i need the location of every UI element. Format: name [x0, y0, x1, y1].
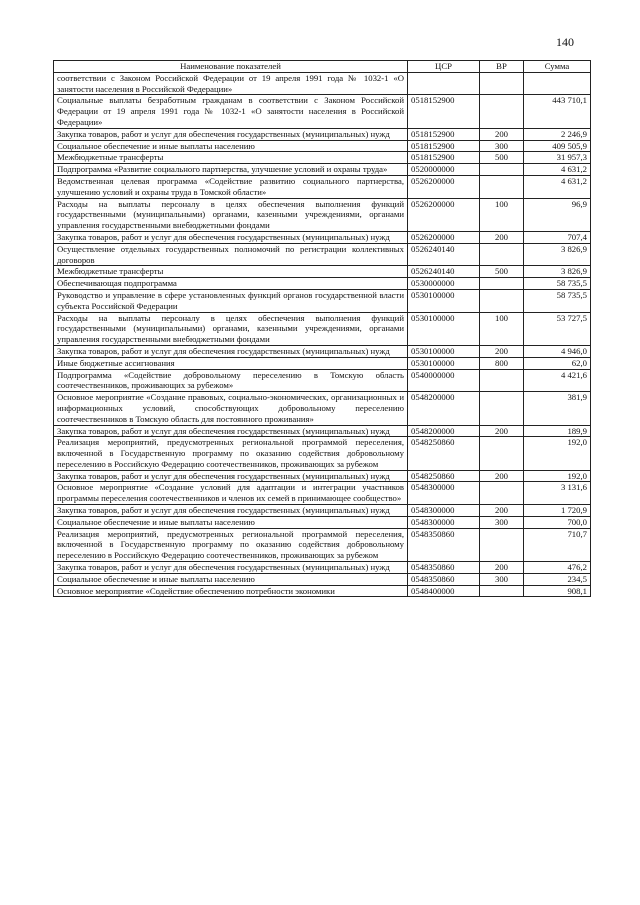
table-row: [54, 266, 591, 278]
cell-vr: 200: [480, 345, 524, 357]
cell-sum: 189,9: [524, 425, 591, 437]
cell-name: Расходы на выплаты персоналу в целях обеспечения выполнения функций государственными (муниципальными) органами, казенными учреждениями, органами управления государственными внебюджетными фондами: [54, 312, 408, 345]
cell-vr: [480, 369, 524, 392]
cell-csr: 0548200000: [408, 425, 480, 437]
table-row: [54, 392, 591, 425]
budget-table: [53, 60, 591, 597]
table-header-row: [54, 61, 591, 73]
cell-name: Руководство и управление в сфере установленных функций органов государственной власти субъекта Российской Федерации: [54, 289, 408, 312]
cell-name: Социальное обеспечение и иные выплаты населению: [54, 516, 408, 528]
table-row: [54, 573, 591, 585]
cell-name: Основное мероприятие «Создание условий для адаптации и интеграции участников программы переселения соотечественников и членов их семей в принимающее сообщество»: [54, 482, 408, 505]
table-row: [54, 278, 591, 290]
cell-name: Основное мероприятие «Содействие обеспечению потребности экономики: [54, 585, 408, 597]
table-row: [54, 289, 591, 312]
cell-vr: [480, 72, 524, 95]
cell-csr: 0526200000: [408, 175, 480, 198]
table-row: [54, 482, 591, 505]
cell-vr: 200: [480, 425, 524, 437]
cell-vr: [480, 289, 524, 312]
cell-vr: 800: [480, 357, 524, 369]
table-row: [54, 95, 591, 128]
table-row: [54, 516, 591, 528]
cell-sum: [524, 72, 591, 95]
cell-csr: 0520000000: [408, 164, 480, 176]
cell-name: Расходы на выплаты персоналу в целях обеспечения выполнения функций государственными (муниципальными) органами, казенными учреждениями, органами управления государственными внебюджетными фондами: [54, 198, 408, 231]
cell-csr: 0518152900: [408, 128, 480, 140]
cell-name: Закупка товаров, работ и услуг для обеспечения государственных (муниципальных) нужд: [54, 505, 408, 517]
cell-csr: 0530100000: [408, 357, 480, 369]
cell-csr: 0526200000: [408, 231, 480, 243]
header-vr: ВР: [480, 61, 524, 73]
table-row: [54, 505, 591, 517]
cell-sum: 192,0: [524, 437, 591, 470]
cell-vr: [480, 585, 524, 597]
cell-sum: 96,9: [524, 198, 591, 231]
header-name: Наименование показателей: [54, 61, 408, 73]
table-row: [54, 425, 591, 437]
cell-sum: 31 957,3: [524, 152, 591, 164]
cell-vr: 500: [480, 152, 524, 164]
cell-csr: 0518152900: [408, 152, 480, 164]
header-csr: ЦСР: [408, 61, 480, 73]
cell-name: Закупка товаров, работ и услуг для обеспечения государственных (муниципальных) нужд: [54, 128, 408, 140]
cell-sum: 443 710,1: [524, 95, 591, 128]
cell-sum: 62,0: [524, 357, 591, 369]
cell-vr: 200: [480, 231, 524, 243]
cell-vr: 500: [480, 266, 524, 278]
table-row: [54, 470, 591, 482]
cell-vr: 100: [480, 198, 524, 231]
cell-name: Социальное обеспечение и иные выплаты населению: [54, 140, 408, 152]
header-sum: Сумма: [524, 61, 591, 73]
cell-sum: 700,0: [524, 516, 591, 528]
cell-sum: 476,2: [524, 562, 591, 574]
cell-csr: 0548350860: [408, 573, 480, 585]
table-row: [54, 243, 591, 266]
cell-vr: [480, 437, 524, 470]
cell-csr: 0548250860: [408, 470, 480, 482]
cell-name: Основное мероприятие «Создание правовых, социально-экономических, организационных и информационных условий, способствующих добровольному переселению соотечественников в Томскую область для постоянного проживания»: [54, 392, 408, 425]
cell-csr: 0526200000: [408, 198, 480, 231]
cell-vr: [480, 164, 524, 176]
table-row: [54, 369, 591, 392]
cell-csr: 0518152900: [408, 95, 480, 128]
cell-vr: [480, 482, 524, 505]
cell-csr: 0518152900: [408, 140, 480, 152]
cell-vr: 200: [480, 470, 524, 482]
cell-csr: [408, 72, 480, 95]
cell-vr: [480, 95, 524, 128]
table-row: [54, 528, 591, 561]
cell-name: Иные бюджетные ассигнования: [54, 357, 408, 369]
cell-sum: 4 946,0: [524, 345, 591, 357]
cell-sum: 1 720,9: [524, 505, 591, 517]
cell-sum: 3 826,9: [524, 266, 591, 278]
page-number: 140: [556, 35, 574, 49]
table-row: [54, 562, 591, 574]
cell-csr: 0530100000: [408, 312, 480, 345]
table-row: [54, 437, 591, 470]
cell-name: Закупка товаров, работ и услуг для обеспечения государственных (муниципальных) нужд: [54, 231, 408, 243]
cell-sum: 53 727,5: [524, 312, 591, 345]
table-row: [54, 164, 591, 176]
cell-name: Реализация мероприятий, предусмотренных региональной программой переселения, включенной в Государственную программу по оказанию содействия добровольному переселению в Российскую Федерацию соотечественников, проживающих за рубежом: [54, 437, 408, 470]
cell-vr: 200: [480, 562, 524, 574]
cell-vr: [480, 278, 524, 290]
cell-csr: 0540000000: [408, 369, 480, 392]
table-row: [54, 198, 591, 231]
cell-name: Закупка товаров, работ и услуг для обеспечения государственных (муниципальных) нужд: [54, 470, 408, 482]
cell-csr: 0530100000: [408, 345, 480, 357]
cell-csr: 0548350860: [408, 562, 480, 574]
table-row: [54, 312, 591, 345]
cell-vr: 200: [480, 505, 524, 517]
cell-sum: 710,7: [524, 528, 591, 561]
cell-name: Закупка товаров, работ и услуг для обеспечения государственных (муниципальных) нужд: [54, 425, 408, 437]
cell-name: Межбюджетные трансферты: [54, 266, 408, 278]
cell-sum: 3 131,6: [524, 482, 591, 505]
cell-name: Реализация мероприятий, предусмотренных региональной программой переселения, включенной в Государственную программу по оказанию содействия добровольному переселению в Российскую Федерацию соотечественников, проживающих за рубежом: [54, 528, 408, 561]
cell-name: Ведомственная целевая программа «Содействие развитию социального партнерства, улучшению условий и охраны труда в Томской области»: [54, 175, 408, 198]
cell-sum: 4 421,6: [524, 369, 591, 392]
cell-csr: 0548300000: [408, 505, 480, 517]
table-row: [54, 175, 591, 198]
cell-sum: 3 826,9: [524, 243, 591, 266]
cell-csr: 0548200000: [408, 392, 480, 425]
cell-name: Обеспечивающая подпрограмма: [54, 278, 408, 290]
cell-sum: 381,9: [524, 392, 591, 425]
cell-name: Подпрограмма «Содействие добровольному переселению в Томскую область соотечественников, проживающих за рубежом»: [54, 369, 408, 392]
cell-csr: 0526240140: [408, 266, 480, 278]
table-row: [54, 345, 591, 357]
table-row: [54, 357, 591, 369]
cell-vr: [480, 175, 524, 198]
cell-sum: 2 246,9: [524, 128, 591, 140]
cell-csr: 0530100000: [408, 289, 480, 312]
cell-name: Социальное обеспечение и иные выплаты населению: [54, 573, 408, 585]
table-row: [54, 72, 591, 95]
cell-vr: 200: [480, 128, 524, 140]
table-row: [54, 231, 591, 243]
cell-csr: 0548350860: [408, 528, 480, 561]
cell-name: соответствии с Законом Российской Федерации от 19 апреля 1991 года № 1032-1 «О занятости населения в Российской Федерации»: [54, 72, 408, 95]
cell-vr: 300: [480, 516, 524, 528]
cell-sum: 58 735,5: [524, 289, 591, 312]
cell-csr: 0548400000: [408, 585, 480, 597]
cell-name: Межбюджетные трансферты: [54, 152, 408, 164]
cell-sum: 409 505,9: [524, 140, 591, 152]
cell-csr: 0526240140: [408, 243, 480, 266]
cell-name: Закупка товаров, работ и услуг для обеспечения государственных (муниципальных) нужд: [54, 562, 408, 574]
cell-csr: 0548300000: [408, 482, 480, 505]
cell-sum: 58 735,5: [524, 278, 591, 290]
cell-vr: 300: [480, 573, 524, 585]
cell-sum: 707,4: [524, 231, 591, 243]
cell-csr: 0548250860: [408, 437, 480, 470]
cell-csr: 0548300000: [408, 516, 480, 528]
cell-csr: 0530000000: [408, 278, 480, 290]
table-row: [54, 585, 591, 597]
cell-name: Закупка товаров, работ и услуг для обеспечения государственных (муниципальных) нужд: [54, 345, 408, 357]
table-row: [54, 128, 591, 140]
cell-vr: [480, 243, 524, 266]
cell-name: Осуществление отдельных государственных полномочий по регистрации коллективных договоров: [54, 243, 408, 266]
cell-name: Подпрограмма «Развитие социального партнерства, улучшение условий и охраны труда»: [54, 164, 408, 176]
cell-sum: 4 631,2: [524, 164, 591, 176]
cell-vr: [480, 392, 524, 425]
cell-sum: 234,5: [524, 573, 591, 585]
cell-vr: [480, 528, 524, 561]
cell-sum: 192,0: [524, 470, 591, 482]
cell-vr: 300: [480, 140, 524, 152]
cell-sum: 4 631,2: [524, 175, 591, 198]
table-row: [54, 152, 591, 164]
cell-vr: 100: [480, 312, 524, 345]
cell-sum: 908,1: [524, 585, 591, 597]
cell-name: Социальные выплаты безработным гражданам в соответствии с Законом Российской Федерации от 19 апреля 1991 года № 1032-1 «О занятости населения в Российской Федерации»: [54, 95, 408, 128]
table-row: [54, 140, 591, 152]
table-body: [54, 72, 591, 597]
